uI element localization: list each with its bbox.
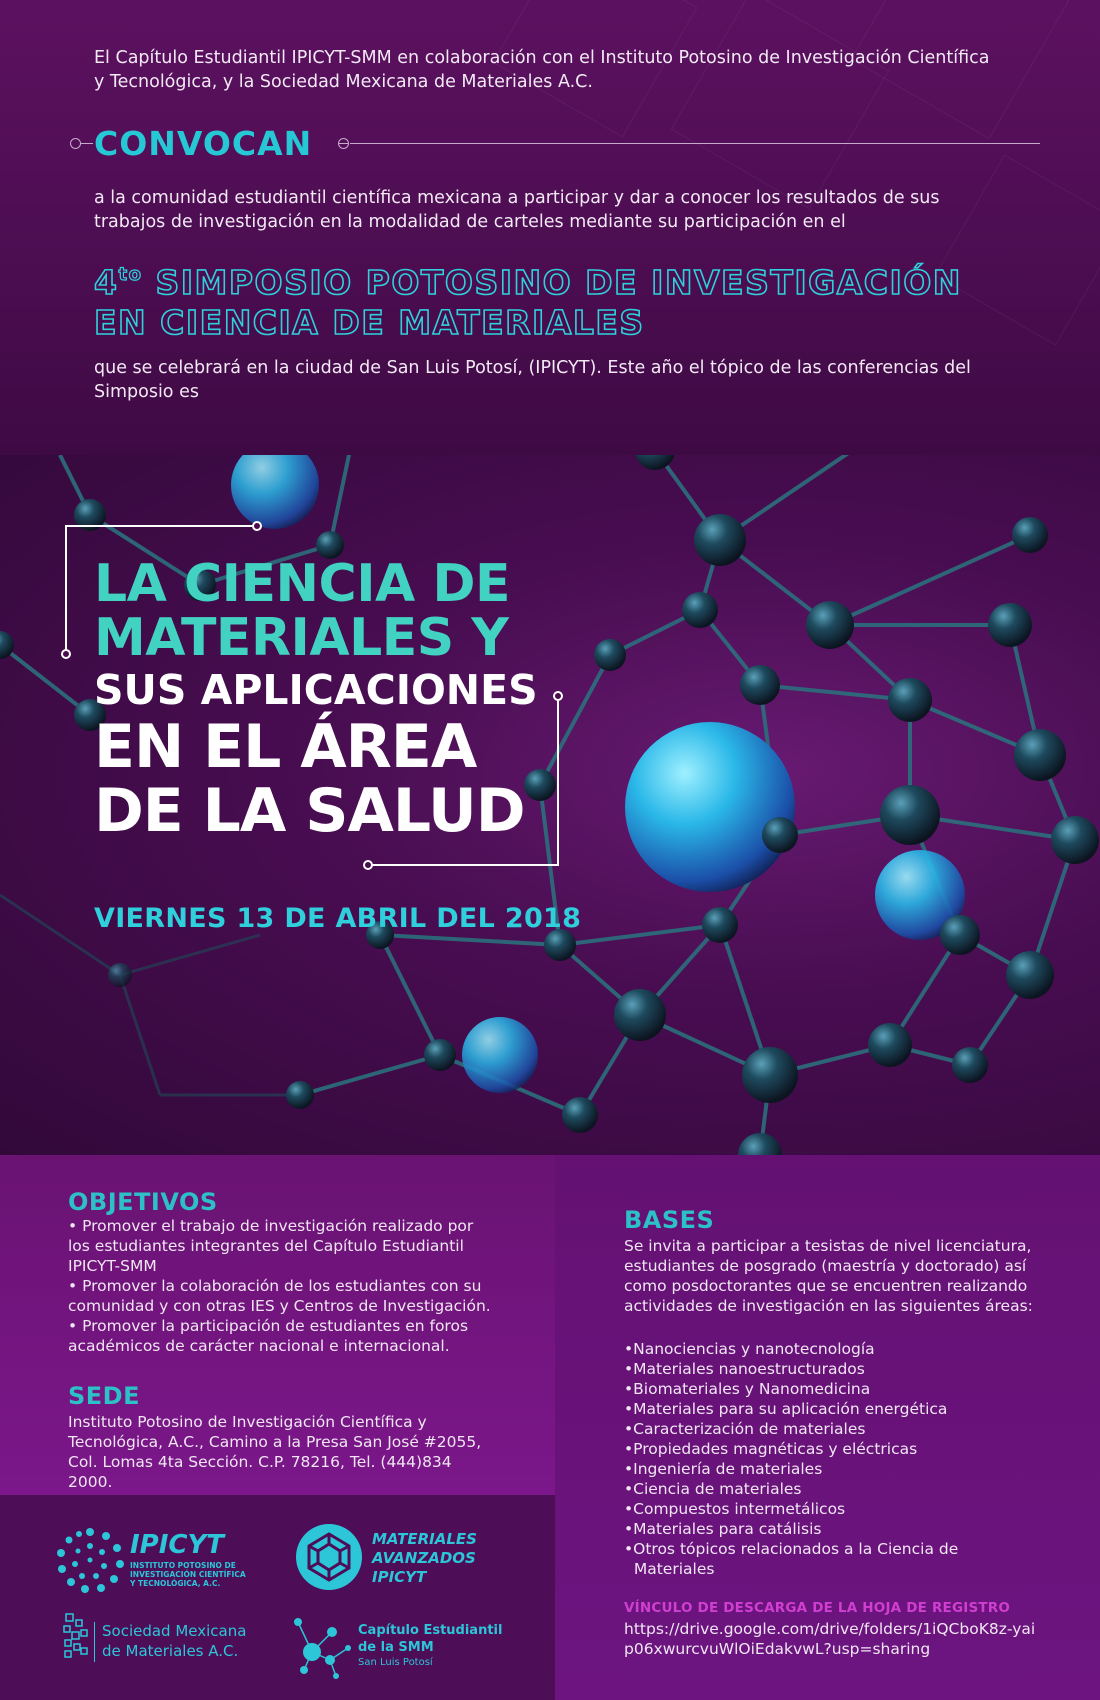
- bases-heading: BASES: [624, 1206, 715, 1234]
- topic-line3: SUS APLICACIONES: [94, 666, 538, 714]
- bases-areas-list: [624, 1339, 1064, 1579]
- registration-link-label: VÍNCULO DE DESCARGA DE LA HOJA DE REGISTRO: [624, 1600, 1011, 1616]
- topic-line4: EN EL ÁREA: [94, 712, 477, 782]
- intro-text: El Capítulo Estudiantil IPICYT-SMM en colaboración con el Instituto Potosino de Investigación Científica y Tecnológica, y la Sociedad Mexicana de Materiales A.C.: [94, 48, 990, 92]
- divider-line: [81, 143, 93, 144]
- objetivo-item: • Promover la colaboración de los estudiantes con su comunidad y con otras IES y Centros de Investigación.: [68, 1277, 491, 1315]
- objetivos-heading: OBJETIVOS: [68, 1188, 218, 1216]
- ipicyt-logo-icon: [54, 1524, 126, 1596]
- symposium-line1: SIMPOSIO POTOSINO DE INVESTIGACIÓN: [142, 263, 962, 302]
- smm-line: de Materiales A.C.: [102, 1642, 239, 1660]
- objetivo-item: • Promover la participación de estudiantes en foros académicos de carácter nacional e internacional.: [68, 1317, 469, 1355]
- event-date: VIERNES 13 DE ABRIL DEL 2018: [94, 903, 582, 934]
- convocan-heading: CONVOCAN: [94, 124, 313, 163]
- area-item: •Ingeniería de materiales: [624, 1460, 823, 1478]
- smm-line: Sociedad Mexicana: [102, 1622, 247, 1640]
- materiales-line: MATERIALES: [372, 1530, 477, 1548]
- topic-title: [94, 554, 564, 846]
- location-text: que se celebrará en la ciudad de San Luis Potosí, (IPICYT). Este año el tópico de las conferencias del Simposio es: [94, 358, 971, 402]
- convocan-row: [70, 124, 970, 164]
- symposium-title: [94, 255, 1014, 343]
- hexagon-decoration: [671, 0, 890, 209]
- ipicyt-sub-line: INVESTIGACIÓN CIENTÍFICA: [130, 1570, 246, 1579]
- materiales-avanzados-logo-icon: [294, 1522, 364, 1592]
- area-item: •Otros tópicos relacionados a la Ciencia de: [624, 1540, 959, 1558]
- line-end-dot: [70, 138, 81, 149]
- bases-intro: Se invita a participar a tesistas de nivel licenciatura, estudiantes de posgrado (maestría y doctorado) así como posdoctorantes que se encuentren realizando actividades de investigación en las siguientes áreas:: [624, 1237, 1033, 1315]
- sede-heading: SEDE: [68, 1382, 140, 1410]
- smm-logo-text: [102, 1621, 246, 1661]
- capitulo-logo-text: [358, 1622, 502, 1669]
- objetivos-list: [68, 1216, 498, 1356]
- materiales-line: AVANZADOS: [372, 1549, 476, 1567]
- area-item: Materiales: [624, 1560, 715, 1578]
- smm-logo-icon: [62, 1610, 90, 1660]
- materiales-avanzados-logo-text: [372, 1530, 477, 1587]
- capitulo-line: San Luis Potosí: [358, 1657, 433, 1668]
- area-item: •Compuestos intermetálicos: [624, 1500, 846, 1518]
- registration-link[interactable]: https://drive.google.com/drive/folders/1iQCboK8z-yaip06xwurcvuWlOiEdakvwL?usp=sharing: [624, 1620, 1036, 1658]
- area-item: •Biomateriales y Nanomedicina: [624, 1380, 871, 1398]
- symposium-line2: EN CIENCIA DE MATERIALES: [94, 303, 645, 342]
- ipicyt-sub-line: Y TECNOLÓGICA, A.C.: [130, 1579, 221, 1588]
- area-item: •Materiales para catálisis: [624, 1520, 822, 1538]
- capitulo-estudiantil-logo-icon: [290, 1612, 362, 1682]
- topic-line2: MATERIALES Y: [94, 608, 509, 668]
- materiales-line: IPICYT: [372, 1568, 427, 1586]
- ipicyt-logo-name: IPICYT: [130, 1530, 225, 1560]
- ipicyt-sub-line: INSTITUTO POTOSINO DE: [130, 1561, 236, 1570]
- area-item: •Materiales para su aplicación energética: [624, 1400, 948, 1418]
- sede-address: Instituto Potosino de Investigación Científica y Tecnológica, A.C., Camino a la Presa San José #2055, Col. Lomas 4ta Sección. C.P. 78216, Tel. (444)834 2000.: [68, 1413, 482, 1491]
- area-item: •Nanociencias y nanotecnología: [624, 1340, 875, 1358]
- capitulo-line: Capítulo Estudiantil: [358, 1623, 503, 1638]
- divider-line: [350, 143, 1040, 144]
- smm-logo-divider: [94, 1622, 95, 1662]
- area-item: •Caracterización de materiales: [624, 1420, 866, 1438]
- area-item: •Propiedades magnéticas y eléctricas: [624, 1440, 918, 1458]
- area-item: •Materiales nanoestructurados: [624, 1360, 865, 1378]
- symposium-ordinal-suffix: to: [118, 264, 143, 285]
- ipicyt-logo-subtitle: [130, 1561, 246, 1588]
- symposium-ordinal: 4: [94, 263, 119, 302]
- line-end-dot: [338, 138, 349, 149]
- capitulo-line: de la SMM: [358, 1640, 434, 1655]
- invitation-text: a la comunidad estudiantil científica mexicana a participar y dar a conocer los resultados de sus trabajos de investigación en la modalidad de carteles mediante su participación en el: [94, 188, 940, 232]
- topic-line1: LA CIENCIA DE: [94, 554, 511, 614]
- objetivo-item: • Promover el trabajo de investigación realizado por los estudiantes integrantes del Capítulo Estudiantil IPICYT-SMM: [68, 1217, 474, 1275]
- area-item: •Ciencia de materiales: [624, 1480, 802, 1498]
- topic-line5: DE LA SALUD: [94, 776, 525, 846]
